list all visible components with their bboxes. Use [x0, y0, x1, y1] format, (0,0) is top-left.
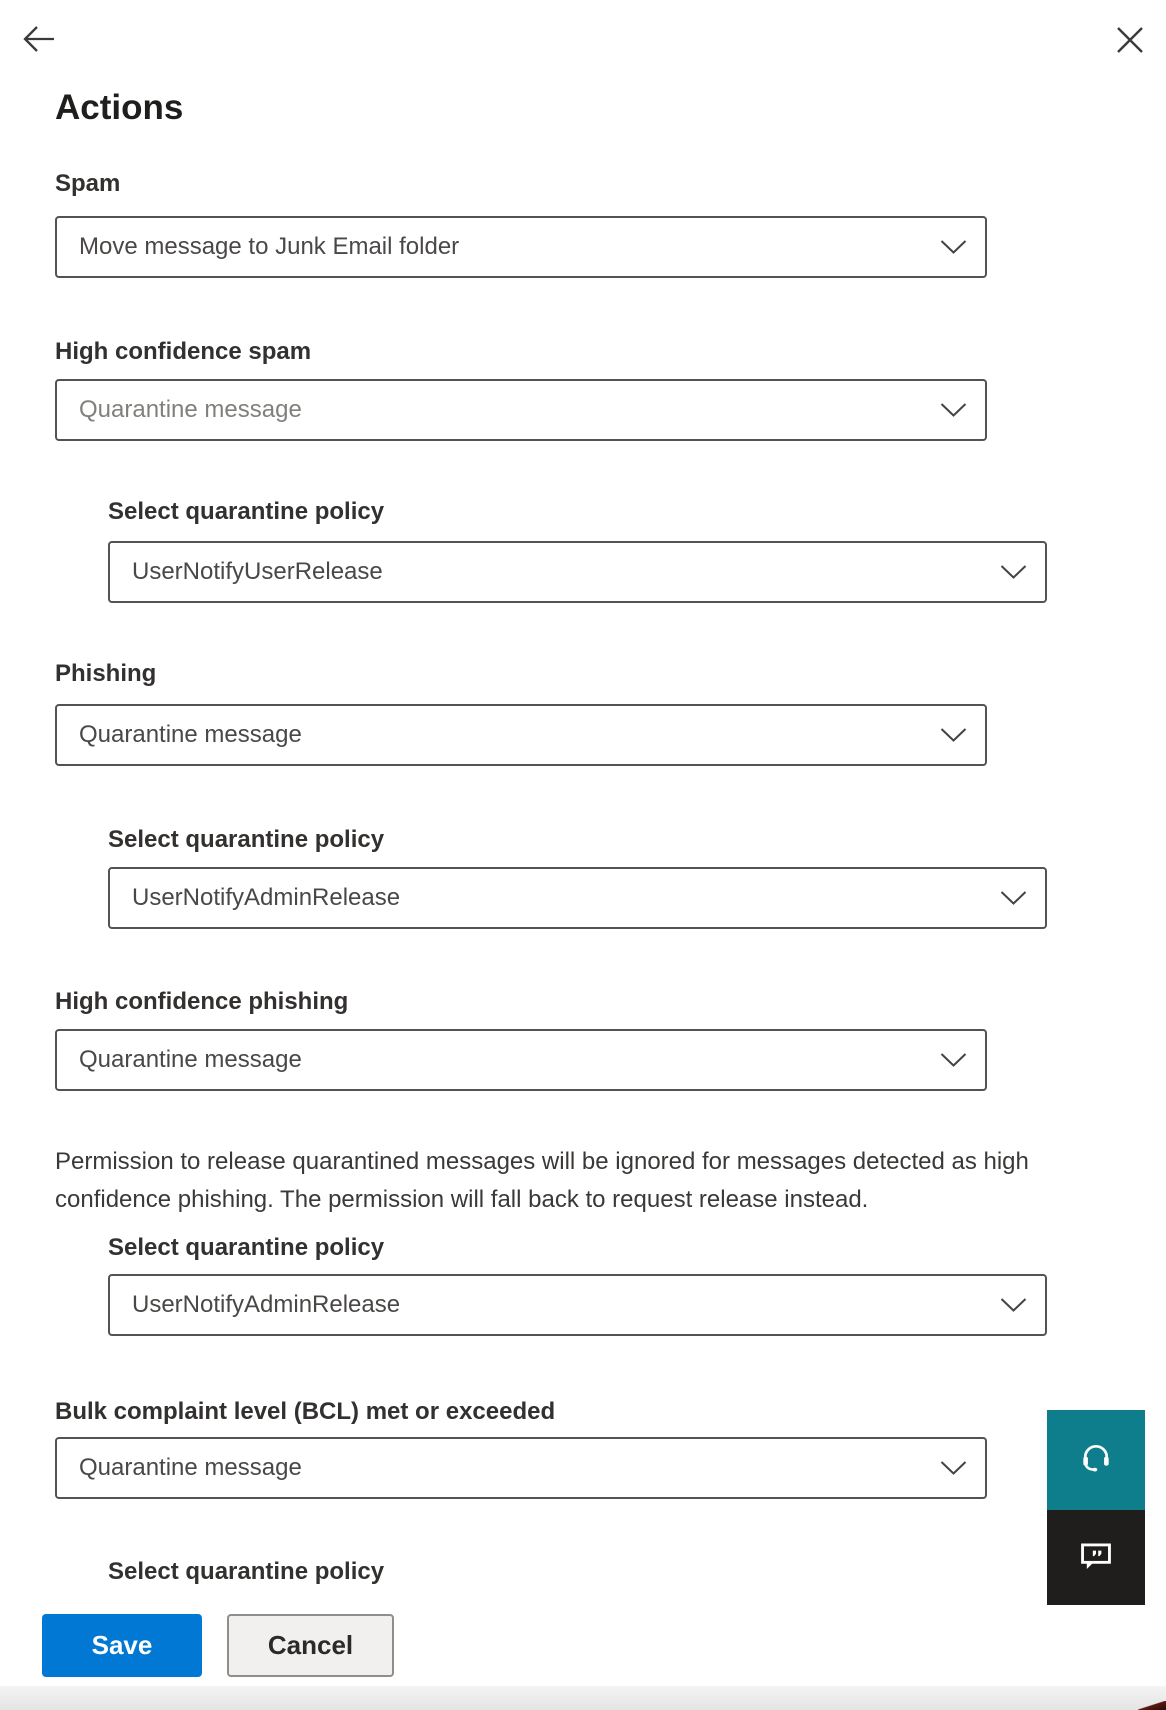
- phishing-dropdown-value: Quarantine message: [79, 721, 302, 748]
- help-button[interactable]: [1047, 1410, 1145, 1510]
- page-title: Actions: [55, 88, 184, 127]
- phishing-label: Phishing: [55, 660, 157, 687]
- high-confidence-spam-dropdown-value: Quarantine message: [79, 396, 302, 423]
- feedback-icon: [1077, 1537, 1115, 1578]
- phishing-dropdown[interactable]: [55, 704, 987, 766]
- high-confidence-phishing-dropdown-value: Quarantine message: [79, 1046, 302, 1073]
- bcl-label: Bulk complaint level (BCL) met or exceeded: [55, 1398, 556, 1425]
- headset-icon: [1077, 1440, 1115, 1481]
- high-confidence-phishing-label: High confidence phishing: [55, 988, 349, 1015]
- footer: [0, 1586, 1166, 1686]
- bcl-dropdown[interactable]: [55, 1437, 987, 1499]
- high-confidence-spam-dropdown[interactable]: [55, 379, 987, 441]
- hcp-quarantine-policy-value: UserNotifyAdminRelease: [132, 1291, 401, 1318]
- bcl-quarantine-policy-label-clipped: Select quarantine policy: [108, 1558, 385, 1585]
- chevron-down-icon: [1000, 1298, 1027, 1313]
- chevron-down-icon: [940, 240, 967, 255]
- hcp-quarantine-policy-label: Select quarantine policy: [108, 1234, 385, 1261]
- chevron-down-icon: [940, 728, 967, 743]
- phishing-quarantine-policy-dropdown[interactable]: [108, 867, 1047, 929]
- high-confidence-spam-label: High confidence spam: [55, 338, 312, 365]
- close-icon: [1116, 26, 1144, 57]
- chevron-down-icon: [1000, 565, 1027, 580]
- screen-corner-artifact: [1138, 1701, 1166, 1710]
- spam-dropdown-value: Move message to Junk Email folder: [79, 233, 460, 260]
- cancel-button[interactable]: Cancel: [227, 1614, 394, 1677]
- back-button[interactable]: [20, 24, 58, 56]
- phishing-quarantine-policy-label: Select quarantine policy: [108, 826, 385, 853]
- chevron-down-icon: [1000, 891, 1027, 906]
- spam-label: Spam: [55, 170, 121, 197]
- phishing-quarantine-policy-value: UserNotifyAdminRelease: [132, 884, 401, 911]
- arrow-left-icon: [22, 25, 56, 56]
- bottom-strip: [0, 1686, 1166, 1710]
- spam-dropdown[interactable]: [55, 216, 987, 278]
- hcs-quarantine-policy-dropdown[interactable]: [108, 541, 1047, 603]
- hcp-quarantine-policy-dropdown[interactable]: [108, 1274, 1047, 1336]
- hcs-quarantine-policy-value: UserNotifyUserRelease: [132, 558, 383, 585]
- chevron-down-icon: [940, 403, 967, 418]
- hcs-quarantine-policy-label: Select quarantine policy: [108, 498, 385, 525]
- high-confidence-phishing-dropdown[interactable]: [55, 1029, 987, 1091]
- chevron-down-icon: [940, 1053, 967, 1068]
- bcl-dropdown-value: Quarantine message: [79, 1454, 302, 1481]
- high-confidence-phishing-note: Permission to release quarantined messages will be ignored for messages detected as high confidence phishing. The permission will fall back to request release instead.: [55, 1148, 1029, 1213]
- chevron-down-icon: [940, 1461, 967, 1476]
- feedback-button[interactable]: [1047, 1510, 1145, 1605]
- save-button[interactable]: Save: [42, 1614, 202, 1677]
- close-button[interactable]: [1112, 24, 1148, 58]
